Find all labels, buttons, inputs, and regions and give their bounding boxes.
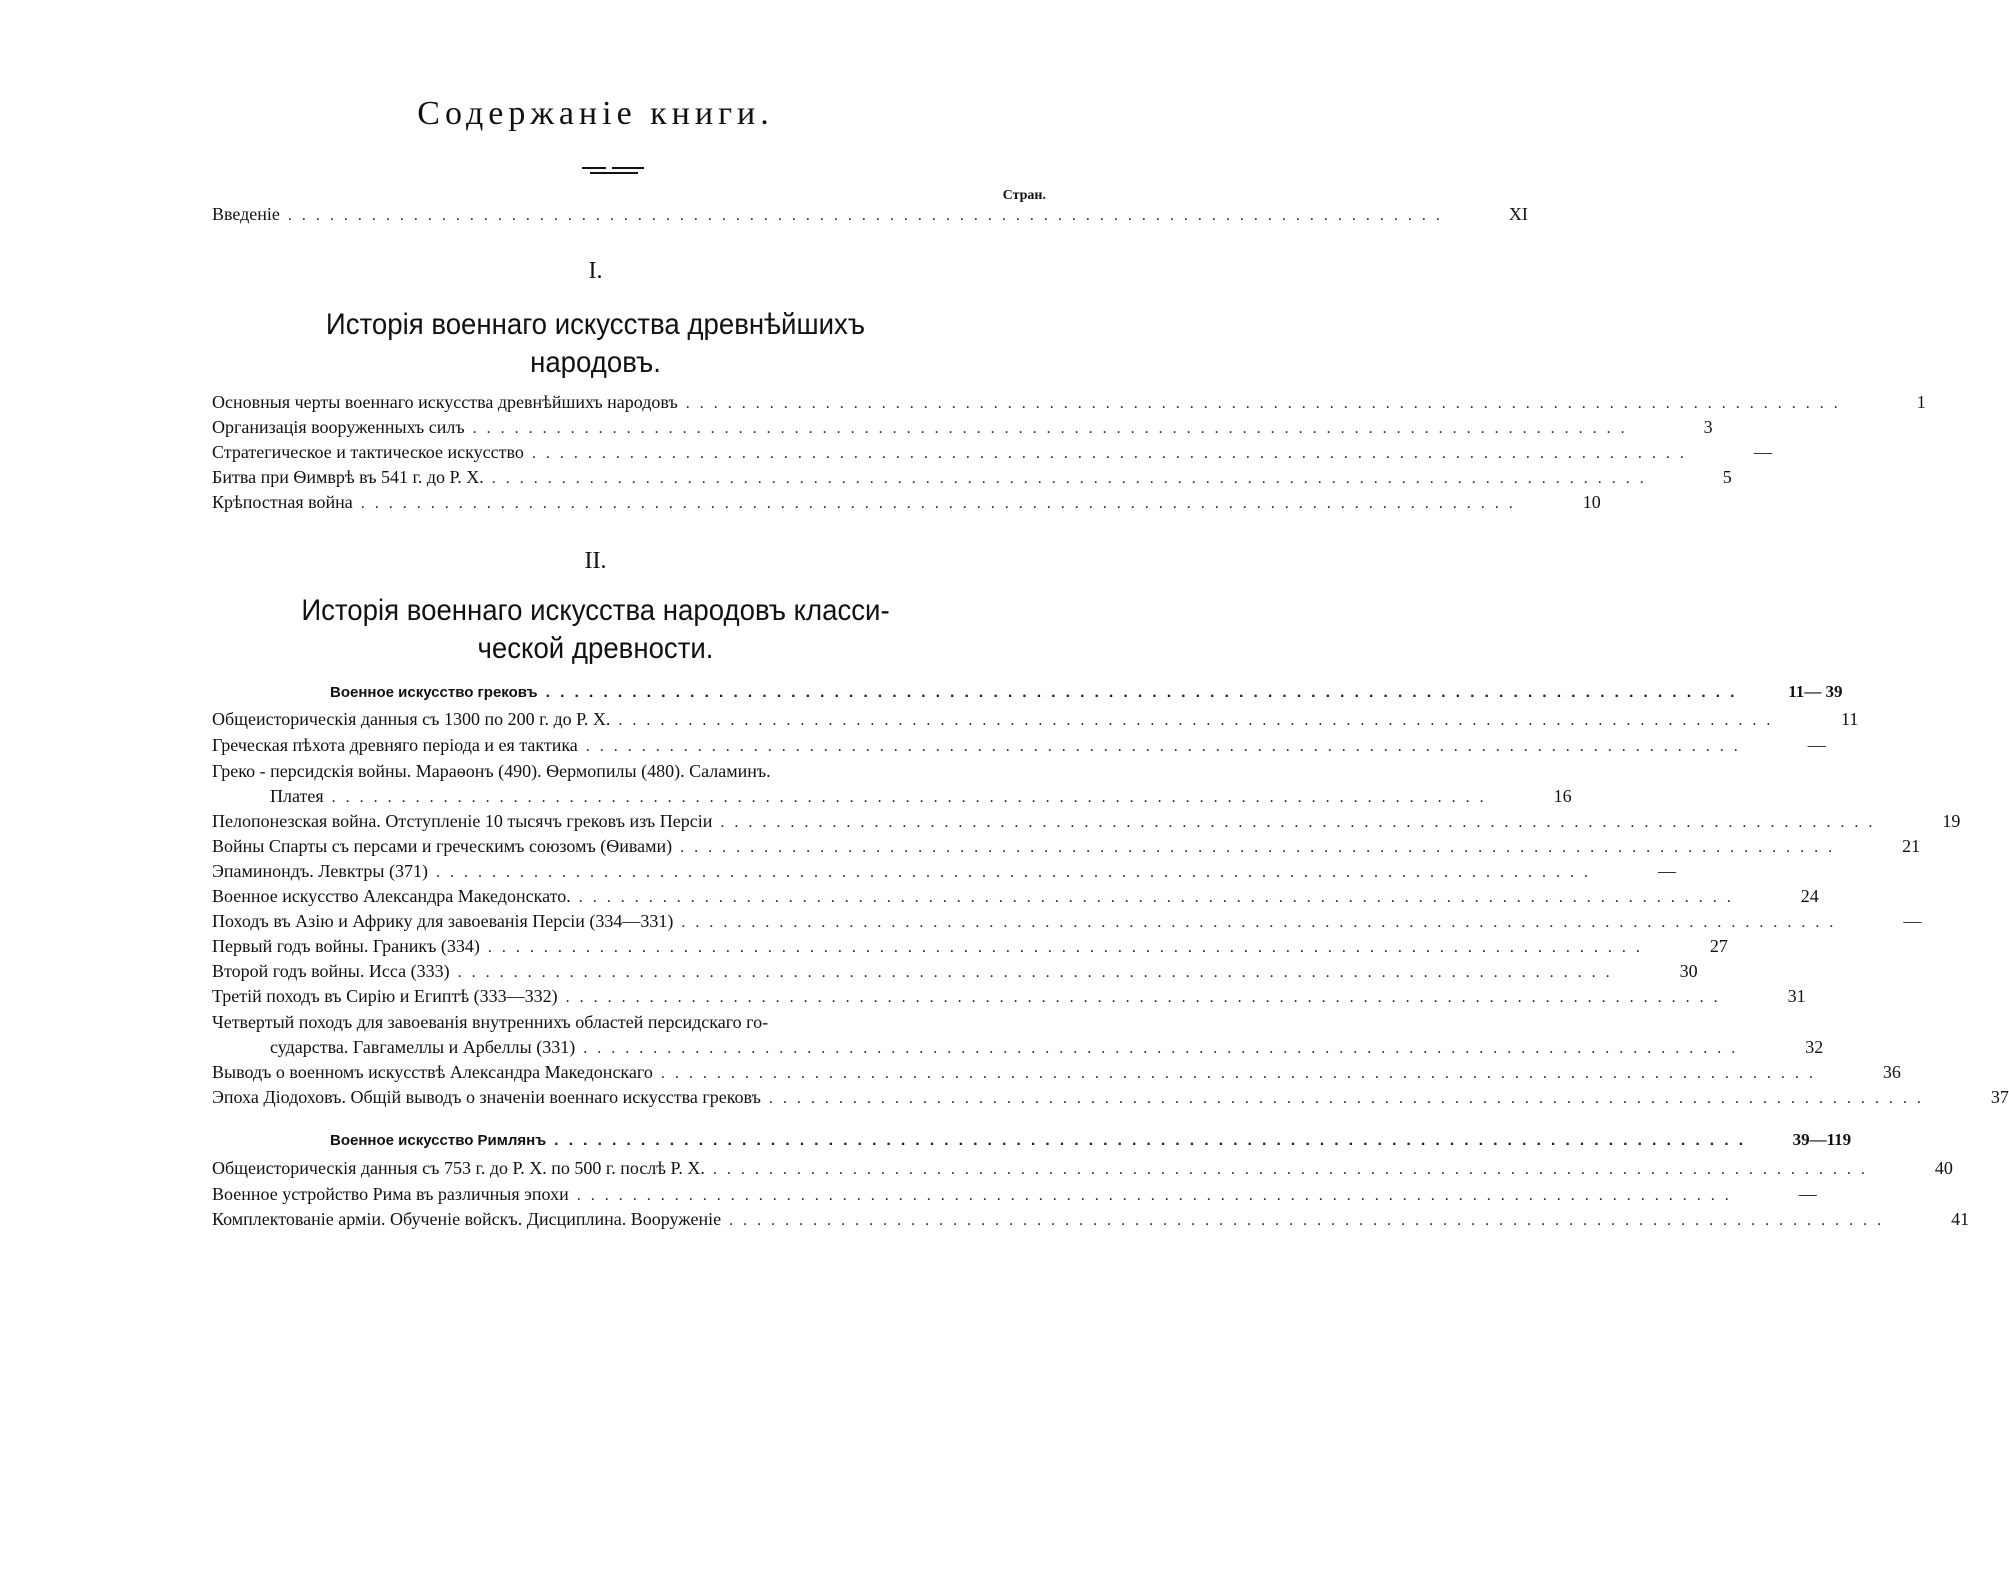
toc-entry[interactable]: Комплектованіе арміи. Обученіе войскъ. Дисциплина. Вооруженіе ................................................................................... 41 [212,1209,1970,1229]
toc-entry[interactable]: Эпаминондъ. Левктры (371) ................................................................................... — [212,861,1677,881]
toc-entry[interactable]: Эпоха Діодоховъ. Общій выводъ о значеніи военнаго искусства грековъ ................................................................................... 37 [212,1087,2009,1107]
section-title: ческой древности. [477,632,714,665]
toc-subsection-heading[interactable]: Военное искусство Римлянъ ................................................................................... 39—119 [330,1130,1852,1149]
toc-entry[interactable]: Организація вооруженныхъ силъ ................................................................................... 3 [212,417,1713,437]
page-column-header: Стран. [1002,188,1046,203]
toc-entry[interactable]: Второй годъ войны. Исса (333) ................................................................................... 30 [212,961,1698,981]
toc-entry[interactable]: Битва при Ѳимврѣ въ 541 г. до Р. Х. ................................................................................... 5 [212,467,1732,487]
toc-entry[interactable]: Походъ въ Азію и Африку для завоеванія Персіи (334—331) ................................................................................... — [212,911,1922,931]
toc-entry[interactable]: Пелопонезская война. Отступленіе 10 тысячъ грековъ изъ Персіи ................................................................................... 19 [212,811,1961,831]
toc-entry[interactable]: Войны Спарты съ персами и греческимъ союзомъ (Ѳивами) ................................................................................... 21 [212,836,1921,856]
toc-entry-continued[interactable]: сударства. Гавгамеллы и Арбеллы (331) ................................................................................... 32 [270,1037,1824,1057]
toc-entry[interactable]: Общеисторическія данныя съ 1300 по 200 г. до Р. Х. ................................................................................... 11 [212,709,1859,729]
toc-entry[interactable]: Греческая пѣхота древняго періода и ея тактика ................................................................................... — [212,735,1826,755]
section-number: I. [588,258,603,284]
toc-entry[interactable]: Греко - персидскія войны. Мараѳонъ (490). Ѳермопилы (480). Саламинъ. [212,761,771,781]
toc-entry[interactable]: Военное устройство Рима въ различныя эпохи ................................................................................... — [212,1184,1817,1204]
section-title: народовъ. [530,346,661,379]
toc-subsection-heading[interactable]: Военное искусство грековъ ................................................................................... 11— 39 [330,682,1843,701]
toc-entry[interactable]: Третій походъ въ Сирію и Египтѣ (333—332) ................................................................................... 31 [212,986,1806,1006]
toc-entry[interactable]: Общеисторическія данныя съ 753 г. до Р. Х. по 500 г. послѣ Р. Х. ................................................................................... 40 [212,1158,1953,1178]
toc-entry[interactable]: Крѣпостная война ................................................................................... 10 [212,492,1601,512]
section-title: Исторія военнаго искусства древнѣйшихъ [325,308,866,341]
toc-entry[interactable]: Стратегическое и тактическое искусство ................................................................................... — [212,442,1772,462]
toc-entry[interactable]: Выводъ о военномъ искусствѣ Александра Македонскаго ................................................................................... 36 [212,1062,1901,1082]
page-title: Содержаніе книги. [417,95,774,132]
toc-entry-intro[interactable]: Введеніе ................................................................................... XI [212,204,1528,224]
section-number: II. [584,548,607,574]
toc-entry[interactable]: Основныя черты военнаго искусства древнѣйшихъ народовъ ................................................................................... 1 [212,392,1926,412]
section-title: Исторія военнаго искусства народовъ класси- [301,594,890,627]
toc-entry[interactable]: Четвертый походъ для завоеванія внутреннихъ областей персидскаго го- [212,1012,769,1032]
toc-entry[interactable]: Первый годъ войны. Граникъ (334) ................................................................................... 27 [212,936,1728,956]
toc-entry[interactable]: Военное искусство Александра Македонскато. ................................................................................... 24 [212,886,1819,906]
toc-entry-continued[interactable]: Платея ................................................................................... 16 [270,786,1572,806]
title-ornament [582,167,644,175]
